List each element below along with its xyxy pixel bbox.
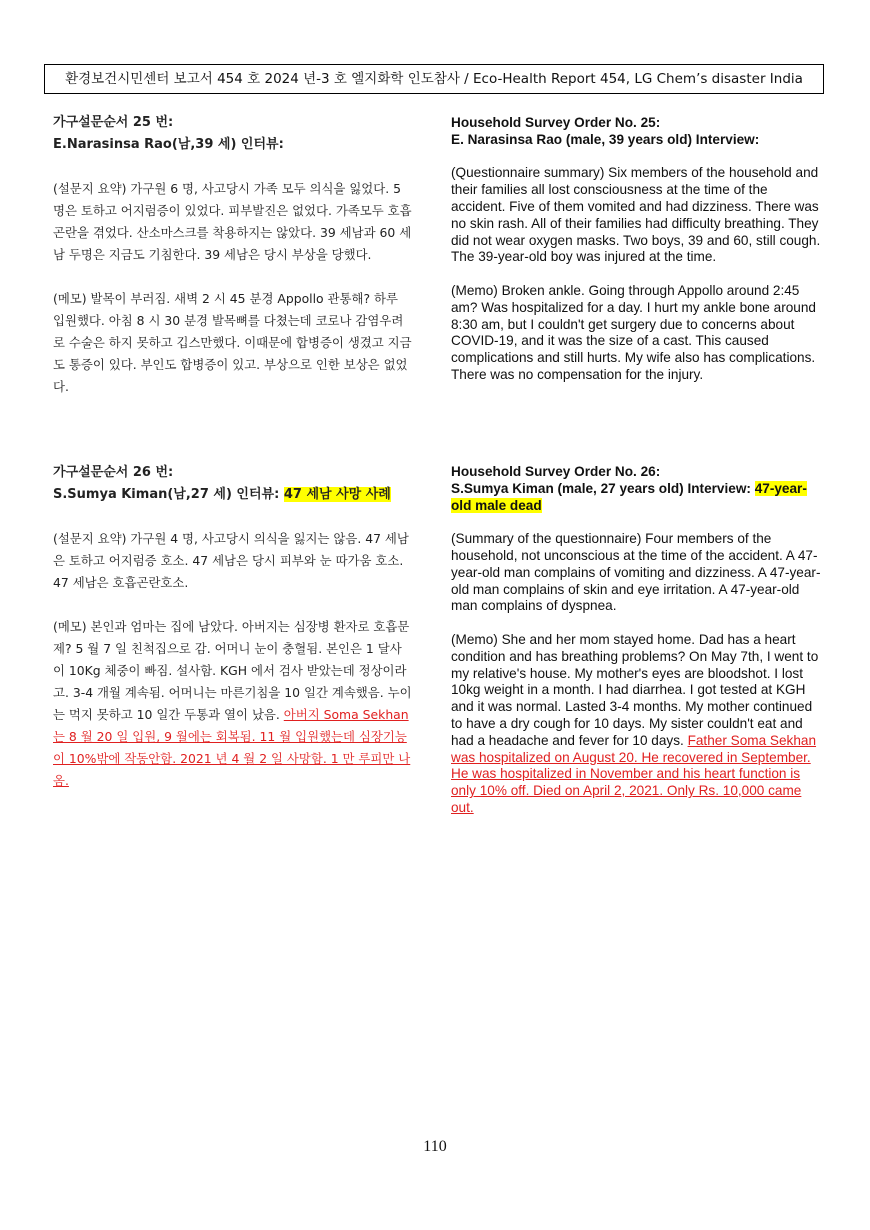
korean-section-26 [53,462,413,792]
ko-s25-title-2: E.Narasinsa Rao(남,39 세) 인터뷰: [53,137,284,152]
en-s25-summary: (Questionnaire summary) Six members of the household and their families all lost consciousness at the time of the accident. Five of them vomited and had dizziness. There was no skin rash. All of their families had difficulty breathing. They did not wear oxygen masks. Two boys, 39 and 60, still cough. The 39-year-old boy was injured at the time. [451,165,821,265]
en-s25-title-1: Household Survey Order No. 25: [451,115,661,130]
en-s26-memo [451,632,823,817]
en-s26-memo-red: Father Soma Sekhan was hospitalized on August 20. He recovered in September. He was hospitalized in November and his heart function is only 10% off. Died on April 2, 2021. Only Rs. 10,000 came out. [451,732,817,815]
ko-s25-title-1: 가구설문순서 25 번: [53,115,174,130]
ko-s26-memo-text: (메모) 본인과 엄마는 집에 남았다. 아버지는 심장병 환자로 호흡문제? 5 월 7 일 친척집으로 감. 어머니 눈이 충혈됨. 본인은 1 달사이 10Kg 체중이 빠짐. 설사함. KGH 에서 검사 받았는데 정상이라고. 3-4 개월 계속됨. 어머니는 마른기침을 10 일간 계속했음. 누이는 먹지 못하고 10 일간 두통과 열이 났음. [53,619,412,722]
ko-s26-memo-red: 아버지 Soma Sekhan 는 8 월 20 일 입원, 9 월에는 회복됨. 11 월 입원했는데 심장기능이 10%밖에 작동안함. 2021 년 4 월 2 일 사망함. 1 만 루피만 나옴. [53,707,411,788]
ko-s25-summary: (설문지 요약) 가구원 6 명, 사고당시 가족 모두 의식을 잃었다. 5 명은 토하고 어지럼증이 있었다. 피부발진은 없었다. 가족모두 호흡곤란을 겪었다. 산소마스크를 착용하지는 않았다. 39 세남과 60 세남 두명은 지금도 기침한다. 39 세남은 당시 부상을 당했다. [53,181,412,262]
ko-s26-summary: (설문지 요약) 가구원 4 명, 사고당시 의식을 잃지는 않음. 47 세남은 토하고 어지럼증 호소. 47 세남은 당시 피부와 눈 따가움 호소. 47 세남은 호흡곤란호소. [53,531,409,590]
page-number: 110 [423,1138,447,1155]
en-s26-summary: (Summary of the questionnaire) Four members of the household, not unconscious at the time of the accident. A 47-year-old man complains of vomiting and dizziness. A 47-year-old man complains of skin and eye irritation. A 47-year-old man complains of dyspnea. [451,531,821,614]
en-s26-title-2-text: S.Sumya Kiman (male, 27 years old) Interview: [451,480,755,496]
en-s25-memo: (Memo) Broken ankle. Going through Appollo around 2:45 am? Was hospitalized for a day. I hurt my ankle bone around 8:30 am, but I couldn't get surgery due to concerns about COVID-19, and it was the size of a cast. This caused complications and still hurts. My wife also has complications. There was no compensation for the injury. [451,282,816,382]
ko-s26-memo [53,616,413,792]
en-s26-memo-text: (Memo) She and her mom stayed home. Dad has a heart condition and has breathing problems? On May 7th, I went to my relative's house. My mother's eyes are bloodshot. I lost 10kg weight in a month. I had diarrhea. I got tested at KGH and it was normal. Lasted 3-4 months. My mother continued to have a dry cough for 10 days. My sister couldn't eat and had a headache and fever for 10 days. [451,631,819,748]
en-s26-title-1: Household Survey Order No. 26: [451,464,661,479]
english-section-25 [451,115,823,384]
en-s25-title-2: E. Narasinsa Rao (male, 39 years old) Interview: [451,131,760,147]
ko-s26-title-1: 가구설문순서 26 번: [53,465,174,480]
korean-section-25 [53,112,413,398]
en-s26-death-highlight: 47-year-old male dead [451,480,807,513]
ko-s26-death-highlight: 47 세남 사망 사례 [283,487,391,502]
ko-s26-title-2 [53,484,413,506]
ko-s25-memo: (메모) 발목이 부러짐. 새벽 2 시 45 분경 Appollo 관통해? 하루 입원했다. 아침 8 시 30 분경 발목뼈를 다쳤는데 코로나 감염우려로 수술은 하지 못하고 깁스만했다. 이때문에 합병증이 생겼고 지금도 통증이 있다. 부인도 합병증이 있고. 부상으로 인한 보상은 없었다. [53,291,412,394]
en-s26-title-2 [451,481,823,515]
report-header: 환경보건시민센터 보고서 454 호 2024 년-3 호 엘지화학 인도참사 / Eco-Health Report 454, LG Chem’s disaster India [44,64,824,94]
ko-s26-title-2-text: S.Sumya Kiman(남,27 세) 인터뷰: [53,487,284,502]
english-section-26 [451,464,823,817]
